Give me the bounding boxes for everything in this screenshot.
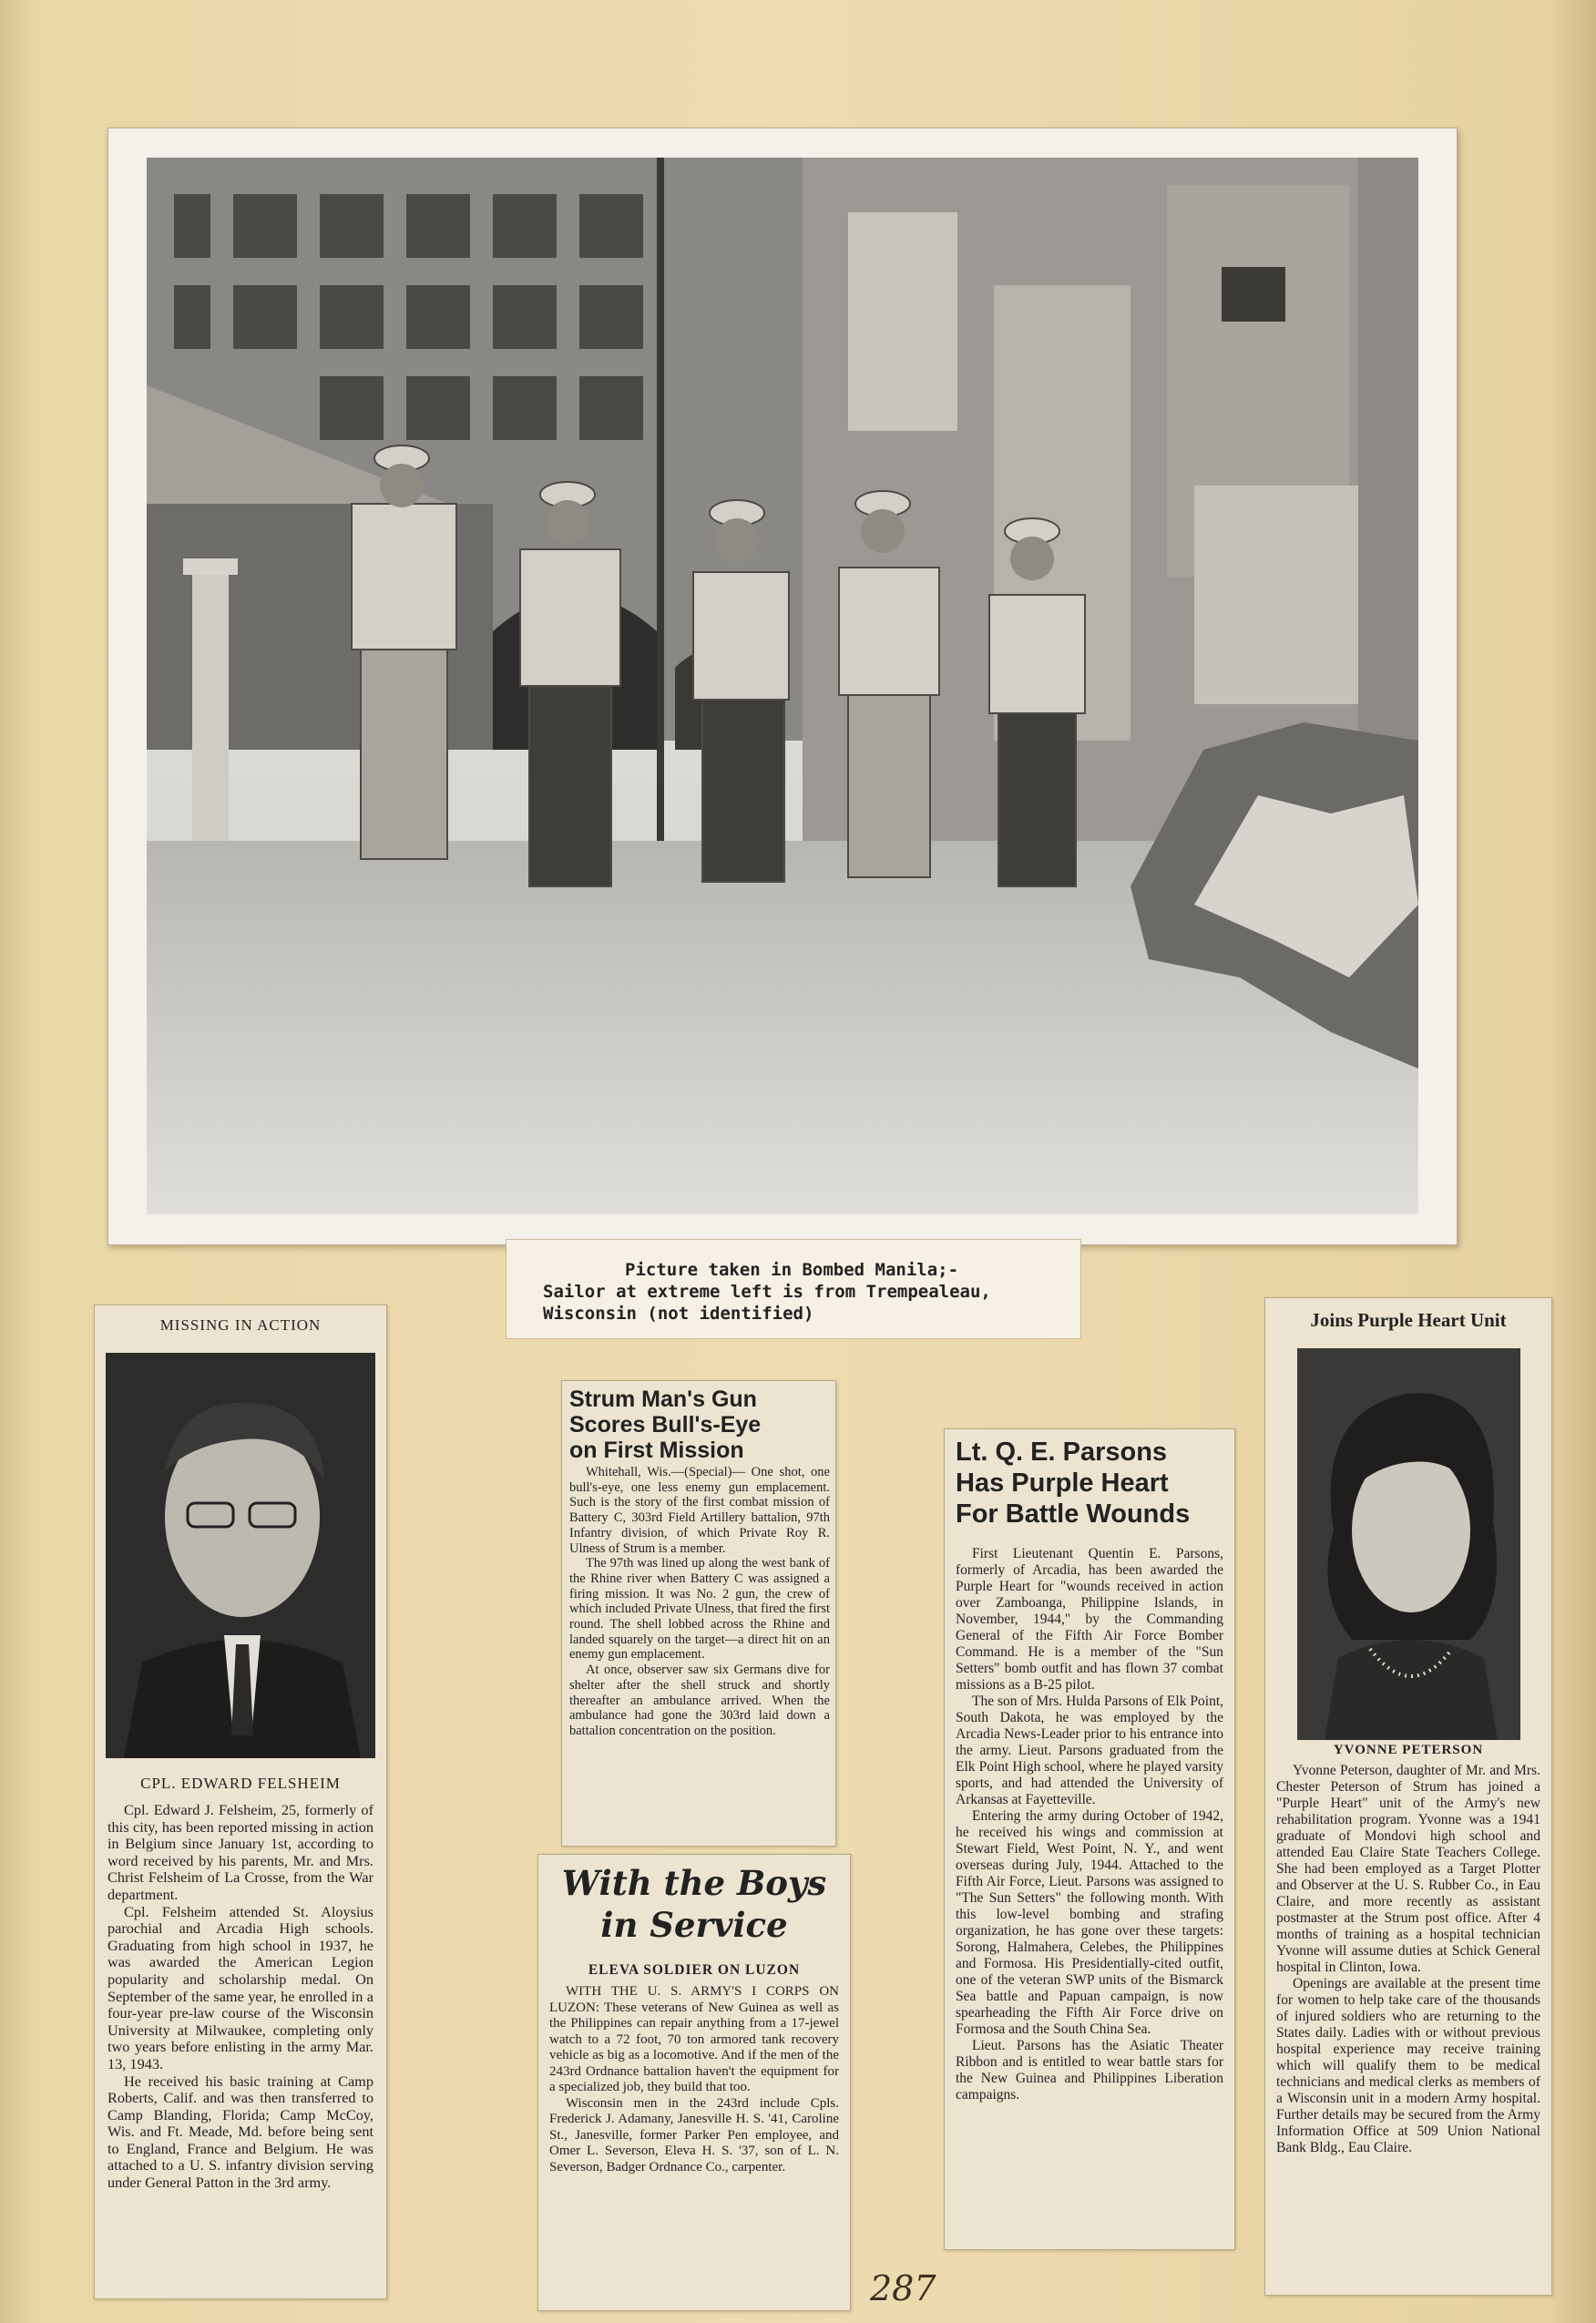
peterson-header: Joins Purple Heart Unit	[1310, 1309, 1507, 1331]
caption-line-2: Sailor at extreme left is from Trempealeau,	[543, 1282, 991, 1302]
peterson-clipping	[1264, 1297, 1552, 2296]
boys-paragraph: WITH THE U. S. ARMY'S I CORPS ON LUZON: These veterans of New Guinea as well as the Philippines can repair anything from a 17-jewel watch to a 72 foot, 70 ton armored tank recovery vehicle as big as a locomotive. And if the men of the 243rd Ordnance battalion haven't the equipment for a specialized job, they build that too.	[549, 1984, 839, 2094]
parsons-article-body	[956, 1546, 1223, 2103]
peterson-article-body	[1276, 1763, 1540, 2156]
strum-article-body	[569, 1465, 830, 1739]
boys-title	[538, 1862, 850, 1946]
strum-headline-line: Strum Man's Gun	[569, 1387, 757, 1412]
peterson-paragraph: Yvonne Peterson, daughter of Mr. and Mrs. Chester Peterson of Strum has joined a "Purple Heart" unit of the Army's new rehabilitation program. Yvonne was a 1941 graduate of Mondovi high school and attended Eau Claire State Teachers College. She had been employed as a Target Plotter and Observer at the U. S. Rubber Co., in Eau Claire, and more recently as assistant postmaster at the Strum post office. After 4 months of training as a hospital technician Yvonne will assume duties at Schick General hospital in Clinton, Iowa.	[1276, 1763, 1540, 1975]
strum-paragraph: At once, observer saw six Germans dive for shelter after the shell struck and shortly thereafter an ambulance arrived. When the ambulance had gone the 303rd laid down a battalion concentration on the position.	[569, 1663, 830, 1738]
felsheim-name: CPL. EDWARD FELSHEIM	[140, 1775, 341, 1792]
boys-paragraph: Wisconsin men in the 243rd include Cpls. Frederick J. Adamany, Janesville H. S. '41, Caroline St., Janesville, former Parker Pen employee, and Omer L. Severson, Eleva H. S. '37, son of L. N. Severson, Badger Ordnance Co., carpenter.	[549, 2095, 839, 2175]
peterson-paragraph: Openings are available at the present time for women to help take care of the thousands of injured soldiers who are returning to the States daily. Ladies with or without previous hospital experience may receive training which will qualify them to be medical technicians and medical clerks as members of a Wisconsin unit in a modern Army hospital. Further details may be secured from the Army Information Office at 509 Union National Bank Bldg., Eau Claire.	[1276, 1976, 1540, 2155]
boys-title-line: in Service	[600, 1905, 788, 1945]
strum-headline	[569, 1387, 830, 1463]
parsons-headline-line: Has Purple Heart	[956, 1469, 1169, 1498]
felsheim-paragraph: Cpl. Edward J. Felsheim, 25, formerly of this city, has been reported missing in action in Belgium since January 1st, according to word received by his parents, Mr. and Mrs. Christ Felsheim of La Crosse, from the War department.	[107, 1801, 373, 1903]
parsons-paragraph: The son of Mrs. Hulda Parsons of Elk Point, South Dakota, he was employed by the Arcadia News-Leader prior to his entrance into the army. Lieut. Parsons graduated from the Elk Point High school, where he played varsity sports, and had attended the University of Arkansas at Fayetteville.	[956, 1694, 1223, 1807]
strum-paragraph: The 97th was lined up along the west bank of the Rhine river when Battery C was assigned a firing mission. It was No. 2 gun, the crew of which included Private Ulness, that fired the first round. The shell lobbed across the Rhine and landed squarely on the target—a direct hit on an enemy gun emplacement.	[569, 1556, 830, 1663]
manila-photograph	[107, 128, 1458, 1245]
strum-headline-line: Scores Bull's-Eye	[569, 1412, 762, 1438]
peterson-name: YVONNE PETERSON	[1333, 1743, 1484, 1757]
felsheim-clipping	[94, 1305, 387, 2299]
with-the-boys-clipping	[537, 1854, 851, 2311]
felsheim-article-body	[107, 1802, 373, 2192]
caption-line-3: Wisconsin (not identified)	[543, 1304, 814, 1324]
felsheim-header: MISSING IN ACTION	[159, 1316, 322, 1334]
boys-title-line: With the Boys	[561, 1863, 827, 1903]
parsons-paragraph: Lieut. Parsons has the Asiatic Theater Ribbon and is entitled to wear battle stars for the New Guinea and Philippines Liberation campaigns.	[956, 2038, 1223, 2103]
page-number: 287	[870, 2268, 936, 2308]
felsheim-paragraph: He received his basic training at Camp Roberts, Calif. and was then transferred to Camp Blanding, Florida; Camp McCoy, Wis. and Ft. Meade, Md. before being sent to England, France and Belgium. He was attached to a U. S. infantry division serving under General Patton in the 3rd army.	[107, 2072, 373, 2192]
parsons-headline-line: For Battle Wounds	[956, 1499, 1191, 1529]
strum-headline-line: on First Mission	[569, 1438, 744, 1463]
photo-caption	[506, 1239, 1081, 1339]
felsheim-paragraph: Cpl. Felsheim attended St. Aloysius parochial and Arcadia High schools. Graduating from high school in 1937, he was awarded the American Legion popularity and scholarship medal. On September of the same year, he enrolled in a four-year pre-law course of the Wisconsin University at Milwaukee, completing only two years before enlisting in the army Mar. 13, 1943.	[107, 1902, 373, 2072]
strum-clipping	[561, 1380, 836, 1847]
parsons-headline	[956, 1437, 1229, 1530]
boys-subhead: ELEVA SOLDIER ON LUZON	[588, 1962, 801, 1978]
felsheim-portrait	[106, 1353, 375, 1758]
parsons-clipping	[944, 1428, 1235, 2250]
parsons-paragraph: Entering the army during October of 1942, he received his wings and commission at Stewart Field, West Point, N. Y., and went overseas during July, 1944. Attached to the Fifth Air Force, Lieut. Parsons was assigned to "The Sun Setters" the following month. With this low-level bombing and strafing organization, he has gone over these targets: Sorong, Halmahera, Celebes, the Philippines and Formosa. His Presidentially-cited outfit, one of the veteran SWP units of the Bismarck Sea battle and Papuan campaign, is now spearheading the Fifth Air Force drive on Formosa and the South China Sea.	[956, 1808, 1223, 2037]
sailors-in-bombed-manila-image	[147, 158, 1418, 1214]
parsons-headline-line: Lt. Q. E. Parsons	[956, 1438, 1168, 1467]
parsons-paragraph: First Lieutenant Quentin E. Parsons, formerly of Arcadia, has been awarded the Purple Heart for "wounds received in action over Zamboanga, Philippine Islands, in November, 1944," by the Commanding General of the Fifth Air Force Bomber Command. He is a member of the "Sun Setters" bomb outfit and has flown 37 combat missions as a B-25 pilot.	[956, 1546, 1223, 1693]
boys-article-body	[549, 1984, 839, 2175]
peterson-portrait	[1297, 1348, 1520, 1740]
caption-line-1: Picture taken in Bombed Manila;-	[625, 1260, 959, 1280]
strum-paragraph: Whitehall, Wis.—(Special)— One shot, one bull's-eye, one less enemy gun emplacement. Such is the story of the first combat mission of Battery C, 303rd Field Artillery battalion, 97th Infantry division, of which Private Roy R. Ulness of Strum is a member.	[569, 1465, 830, 1556]
